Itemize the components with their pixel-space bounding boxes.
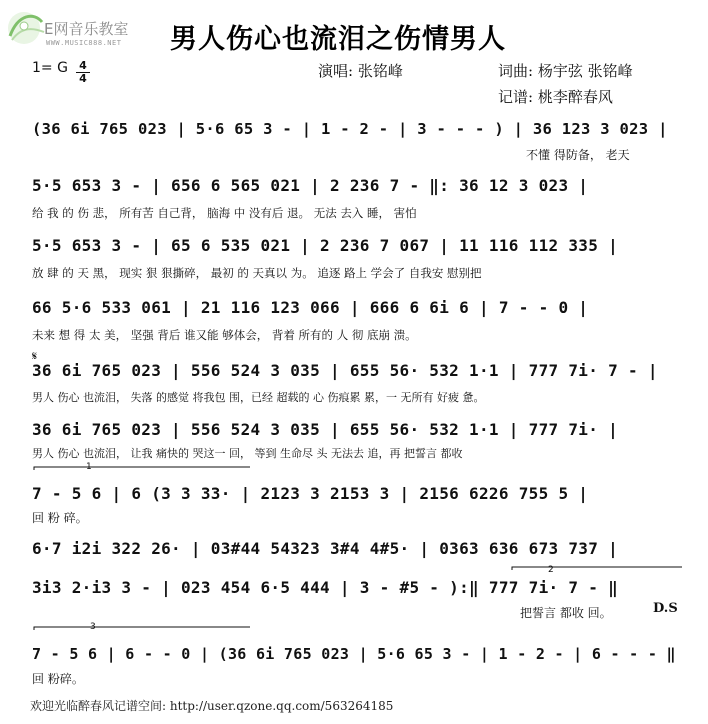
logo-text: E网音乐教室 (44, 20, 129, 38)
singer-credit: 演唱: 张铭峰 (318, 62, 403, 80)
lyrics-line-7: 回 粉 碎。 (32, 511, 88, 525)
time-signature-bottom: 4 (76, 72, 90, 85)
score-line-9: 3i3 2·i3 3 - | 023 454 6·5 444 | 3 - #5 - ):‖ 777 7i· 7 - ‖ (32, 578, 619, 597)
score-line-2: 5·5 653 3 - | 656 6 565 021 | 2 236 7 - ‖: 36 12 3 023 | (32, 176, 589, 195)
footer-credit: 欢迎光临醉春风记谱空间: http://user.qzone.qq.com/563264185 (30, 699, 394, 713)
lyrics-line-5: 男人 伤心 也流泪， 失落 的感觉 将我包 围，已经 超载的 心 伤痕累 累，一 无所有 好疲 惫。 (32, 391, 485, 404)
lyrics-line-9: 把誓言 都收 回。 (520, 606, 612, 620)
score-line-1: (36 6i 765 023 | 5·6 65 3 - | 1 - 2 - | 3 - - - ) | 36 123 3 023 | (32, 120, 668, 138)
score-line-5: 36 6i 765 023 | 556 524 3 035 | 655 56· 532 1·1 | 777 7i· 7 - | (32, 361, 658, 380)
transcriber-credit: 记谱: 桃李醉春风 (498, 88, 613, 106)
lyrics-line-1: 不懂 得防备， 老天 (526, 148, 630, 162)
volta-2-number: 2 (548, 565, 554, 575)
ds-mark: D.S (653, 601, 678, 616)
volta-1-bracket (34, 467, 250, 470)
volta-3-number: 3 (90, 622, 96, 632)
lyrics-line-3: 放 肆 的 天 黑， 现实 狠 狠撕碎， 最初 的 天真以 为。 追逐 路上 学会了 自我安 慰别把 (32, 266, 482, 280)
lyrics-line-2: 给 我 的 伤 悲， 所有苦 自己背， 脑海 中 没有后 退。 无法 去入 睡， 害怕 (32, 206, 417, 220)
volta-3-bracket (34, 627, 250, 630)
volta-1-number: 1 (86, 462, 92, 472)
lyrics-line-10: 回 粉碎。 (32, 672, 84, 686)
segno-sign: 𝄋 (32, 349, 38, 363)
lyrics-line-6: 男人 伤心 也流泪， 让我 痛快的 哭这一 回， 等到 生命尽 头 无法去 追，再 把誓言 都收 (32, 447, 463, 460)
score-line-7: 7 - 5 6 | 6 (3 3 33· | 2123 3 2153 3 | 2156 6226 755 5 | (32, 484, 589, 503)
song-title: 男人伤心也流泪之伤情男人 (170, 24, 506, 55)
score-line-4: 66 5·6 533 061 | 21 116 123 066 | 666 6 6i 6 | 7 - - 0 | (32, 298, 589, 317)
volta-2-bracket (512, 567, 682, 570)
composer-credit: 词曲: 杨宇弦 张铭峰 (498, 62, 633, 80)
score-line-6: 36 6i 765 023 | 556 524 3 035 | 655 56· 532 1·1 | 777 7i· | (32, 420, 619, 439)
score-line-3: 5·5 653 3 - | 65 6 535 021 | 2 236 7 067 | 11 116 112 335 | (32, 236, 619, 255)
score-line-8: 6·7 i2i 322 26· | 03#44 54323 3#4 4#5· | 0363 636 673 737 | (32, 539, 619, 558)
logo-url: WWW.MUSIC888.NET (46, 39, 122, 47)
key-signature: 1= G (32, 60, 68, 76)
time-signature-top: 4 (79, 59, 87, 72)
lyrics-line-4: 未来 想 得 太 美， 坚强 背后 谁又能 够体会， 背着 所有的 人 彻 底崩 溃。 (32, 328, 417, 342)
score-line-10: 7 - 5 6 | 6 - - 0 | (36 6i 765 023 | 5·6 65 3 - | 1 - 2 - | 6 - - - ‖ (32, 645, 676, 663)
